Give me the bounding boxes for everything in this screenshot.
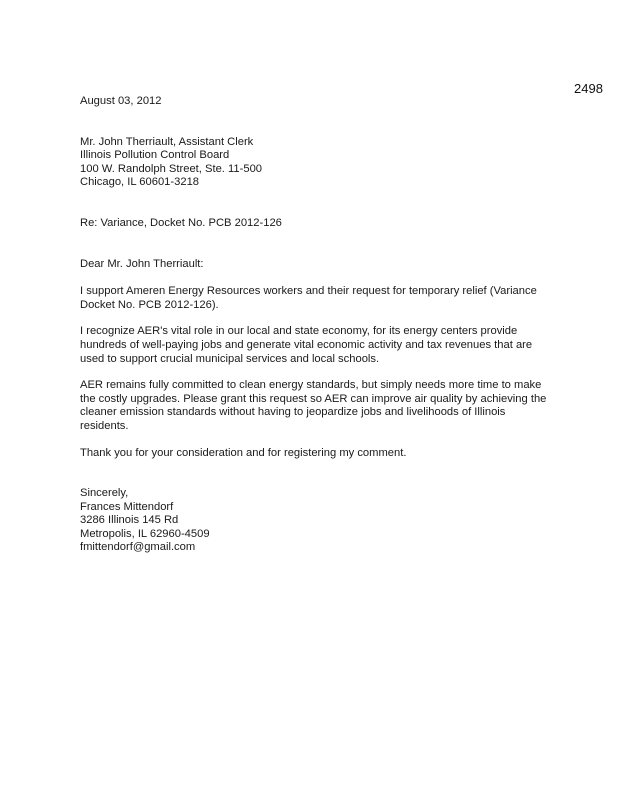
sender-email: fmittendorf@gmail.com [80,541,196,554]
sender-city: Metropolis, IL 62960-4509 [80,527,210,540]
recipient-name: Mr. John Therriault, Assistant Clerk [80,135,254,148]
recipient-city: Chicago, IL 60601-3218 [80,176,200,189]
letter-date: August 03, 2012 [80,95,162,107]
salutation: Dear Mr. John Therriault: [80,257,204,270]
subject-line: Re: Variance, Docket No. PCB 2012-126 [80,216,282,229]
body-paragraph: Thank you for your consideration and for registering my comment. [80,446,407,459]
sender-street: 3286 Illinois 145 Rd [80,514,179,527]
recipient-address [80,136,550,190]
closing: Sincerely, [80,487,129,500]
body-paragraph: I support Ameren Energy Resources workers and their request for temporary relief (Variance Docket No. PCB 2012-126). [80,285,537,311]
sender-name: Frances Mittendorf [80,500,174,513]
body-paragraph: AER remains fully committed to clean energy standards, but simply needs more time to make the costly upgrades. Please grant this request so AER can improve air quality by achieving the cleaner emission standards without having to jeopardize jobs and livelihoods of Illinois residents. [80,379,547,432]
recipient-organization: Illinois Pollution Control Board [80,149,230,162]
body-paragraph: I recognize AER's vital role in our local and state economy, for its energy centers provide hundreds of well-paying jobs and generate vital economic activity and tax revenues that are used to support crucial municipal services and local schools. [80,325,533,365]
recipient-street: 100 W. Randolph Street, Ste. 11-500 [80,162,263,175]
letter-body [80,95,550,555]
page-number: 2498 [574,81,603,96]
signature-block [80,501,550,555]
